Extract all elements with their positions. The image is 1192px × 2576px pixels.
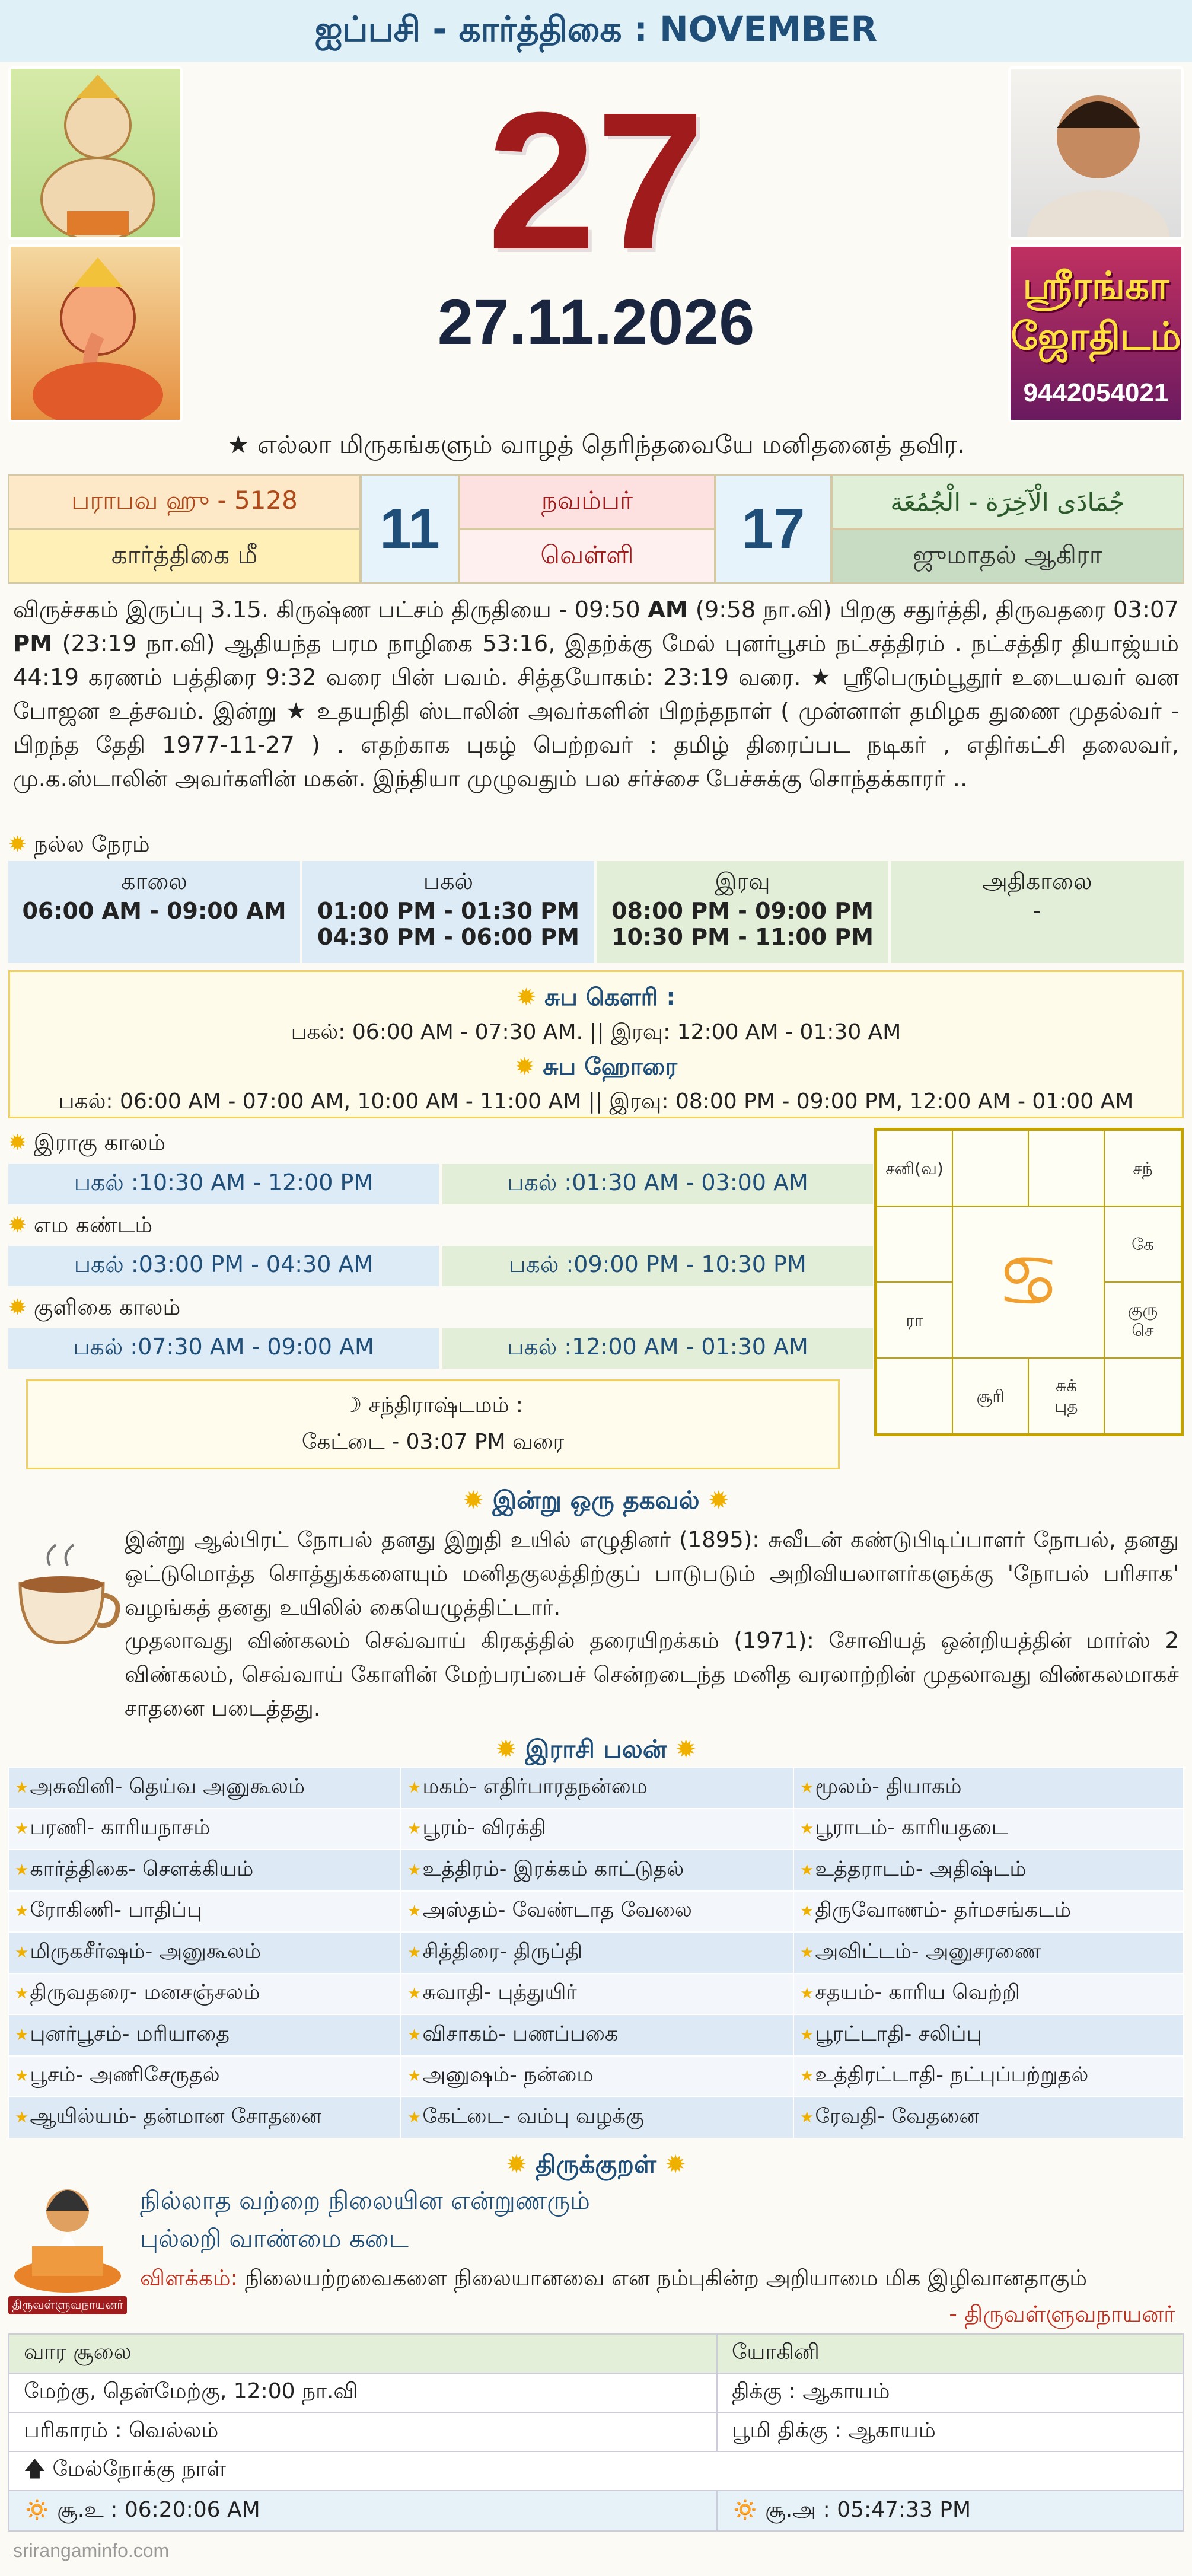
star-icon: ★ (800, 1985, 814, 2003)
logo-box (1008, 244, 1184, 422)
panchang-am: AM (648, 597, 689, 623)
sunset-time: 🔅 சூ.அ : 05:47:33 PM (716, 2490, 1184, 2532)
kural-explanation-text: நிலையற்றவைகளை நிலையானவை என நம்புகின்ற அறியாமை மிக இழிவானதாகும் (238, 2265, 1088, 2291)
star-icon: ★ (407, 1985, 422, 2003)
rasi-item (793, 2056, 1184, 2097)
kuligai-right: பகல் :12:00 AM - 01:30 AM (442, 1328, 873, 1369)
thagaval-para-1: இன்று ஆல்பிரட் நோபல் தனது இறுதி உயில் எழுதினர் (1895): சுவீடன் கண்டுபிடிப்பாளர் நோபல், தனது ஒட்டுமொத்த சொத்துக்களையும் மனிதகுலத்திற்குப் பாடுபடும் அறிவியலாளர்களுக்கு 'நோபல் பரிசாக' வழங்கத் தனது உயிலில் கையெழுத்திட்டார். (125, 1527, 1179, 1620)
star-icon: ★ (15, 1861, 29, 1879)
english-month: நவம்பர் (459, 474, 715, 529)
rasi-title: இராசி பலன் (525, 1735, 667, 1764)
yogini-thikku: திக்கு : ஆகாயம் (716, 2373, 1184, 2413)
kuligai-left: பகல் :07:30 AM - 09:00 AM (8, 1328, 439, 1369)
chart-house-5: கே (1104, 1206, 1182, 1283)
full-date: 27.11.2026 (437, 286, 755, 358)
rasi-item (401, 2097, 793, 2138)
portrait-illustration (1011, 69, 1184, 240)
rasi-item (793, 2097, 1184, 2138)
weekday: வெள்ளி (459, 529, 715, 584)
rasi-item-text: கேட்டை- வம்பு வழக்கு (422, 2104, 644, 2128)
tamil-day: 11 (361, 474, 459, 584)
chart-house-8: சுக் புத (1028, 1357, 1105, 1434)
deity-illustration (11, 69, 183, 240)
rasi-item-text: ரேவதி- வேதனை (815, 2104, 980, 2128)
gowri-title: சுப கௌரி : (544, 984, 676, 1011)
chart-house-2 (952, 1130, 1029, 1207)
star-icon: ★ (407, 2108, 422, 2127)
star-icon: ★ (407, 1778, 422, 1797)
sun-icon: ✹ (495, 1735, 517, 1764)
star-icon: ★ (800, 2067, 814, 2086)
rasi-item-text: ஆயில்யம்- தன்மான சோதனை (30, 2104, 322, 2128)
night-label: இரவு (715, 868, 770, 894)
star-icon: ★ (407, 1943, 422, 1962)
kural-line-1: நில்லாத வற்றை நிலையின என்றுணரும் (140, 2186, 590, 2215)
hora-text: பகல்: 06:00 AM - 07:00 AM, 10:00 AM - 11:00 AM || இரவு: 08:00 PM - 09:00 PM, 12:00 AM - 01:00 AM (58, 1089, 1134, 1114)
sunrise-time: 🔅 சூ.உ : 06:20:06 AM (8, 2490, 718, 2532)
rasi-item-text: கார்த்திகை- சௌக்கியம் (30, 1857, 254, 1881)
sun-icon: ✹ (506, 2150, 527, 2179)
panchang-text-3: (23:19 நா.வி) ஆதியந்த பரம நாழிகை 53:16, இதற்க்கு மேல் புனர்பூசம் நட்சத்திரம் . நட்சத்திர தியாஜ்யம் 44:19 கரணம் பத்திரை 9:32 வரை பின் பவம். சித்தயோகம்: 23:19 வரை. ★ ஸ்ரீபெரும்பூதூர் உடையவர் வன போஜன உத்சவம். இன்று ★ உதயநிதி ஸ்டாலின் அவர்களின் பிறந்தநாள் ( முன்னாள் தமிழக துணை முதல்வர் - பிறந்த தேதி 1977-11-27 ) . எதற்காக புகழ் பெற்றவர் : தமிழ் திரைப்பட நடிகர் , எதிர்கட்சி தலைவர், மு.க.ஸ்டாலின் அவர்களின் மகன். இந்தியா முழுவதும் பல சர்ச்சை பேச்சுக்கு சொந்தக்காரர் .. (13, 630, 1179, 792)
english-day: 17 (715, 474, 831, 584)
rasi-item (401, 2014, 793, 2056)
sun-icon: ✹ (516, 984, 537, 1011)
night-time-2: 10:30 PM - 11:00 PM (611, 924, 874, 950)
rasi-item-text: பூரட்டாதி- சலிப்பு (815, 2022, 982, 2046)
star-icon: ★ (407, 1902, 422, 1921)
logo-line2: ஜோதிடம் (1011, 315, 1181, 359)
rasi-item-text: திருவோணம்- தர்மசங்கடம் (815, 1898, 1072, 1923)
sun-icon: ✹ (463, 1485, 484, 1515)
ganesha-illustration (11, 247, 183, 422)
kural-heading (0, 2150, 1192, 2182)
panchang-pm: PM (13, 630, 53, 657)
rasi-item (8, 2014, 401, 2056)
sun-icon: ✹ (8, 1295, 27, 1320)
chart-house-6: குரு செ (1104, 1281, 1182, 1359)
yogini-label: யோகினி (716, 2333, 1184, 2374)
rasi-item (8, 1850, 401, 1891)
rasi-item (8, 1974, 401, 2015)
rasi-item-text: அஸ்தம்- வேண்டாத வேலை (422, 1898, 692, 1923)
rasi-item-text: மூலம்- தியாகம் (815, 1774, 962, 1799)
sun-icon: ✹ (8, 1130, 27, 1155)
rasi-item-text: அசுவினி- தெய்வ அனுகூலம் (30, 1774, 305, 1799)
rasi-chart (874, 1128, 1184, 1436)
star-icon: ★ (800, 1943, 814, 1962)
star-icon: ★ (407, 2026, 422, 2044)
sun-icon: ✹ (8, 831, 27, 857)
soolai-direction: மேற்கு, தென்மேற்கு, 12:00 நா.வி (8, 2373, 718, 2413)
rasi-item-text: மகம்- எதிர்பாரதநன்மை (422, 1774, 648, 1799)
rasi-item-text: அவிட்டம்- அனுசரணை (815, 1939, 1041, 1963)
tea-cup-icon (8, 1542, 127, 1660)
thagaval-title: இன்று ஒரு தகவல் (492, 1485, 700, 1515)
site-footer: srirangaminfo.com (13, 2540, 170, 2561)
nalla-neram-afternoon (302, 861, 594, 963)
star-icon: ★ (15, 2026, 29, 2044)
tamil-month: கார்த்திகை மீ (8, 529, 361, 584)
star-icon: ★ (800, 1820, 814, 1838)
kuligai-title: குளிகை காலம் (33, 1295, 181, 1320)
rasi-item-text: பரணி- காரியநாசம் (30, 1816, 211, 1840)
rasi-item-text: மிருகசீர்ஷம்- அனுகூலம் (30, 1939, 262, 1963)
nalla-neram-morning (8, 861, 300, 963)
rasi-item (401, 2056, 793, 2097)
rasi-item-text: அனுஷம்- நன்மை (422, 2063, 594, 2087)
bhumi-thikku: பூமி திக்கு : ஆகாயம் (716, 2412, 1184, 2452)
afternoon-time-2: 04:30 PM - 06:00 PM (317, 924, 579, 950)
rasi-item-text: புனர்பூசம்- மரியாதை (30, 2022, 230, 2046)
chandrashtamam-text: கேட்டை - 03:07 PM வரை (301, 1430, 565, 1454)
rahu-left: பகல் :10:30 AM - 12:00 PM (8, 1164, 439, 1204)
sun-icon: ✹ (708, 1485, 729, 1515)
star-icon: ★ (15, 1778, 29, 1797)
parikaram: பரிகாரம் : வெல்லம் (8, 2412, 718, 2452)
nalla-neram-title: நல்ல நேரம் (33, 831, 150, 857)
rasi-item (401, 1974, 793, 2015)
rasi-item (8, 2097, 401, 2138)
rasi-item-text: பூராடம்- காரியதடை (815, 1816, 1008, 1840)
person-photo (1008, 66, 1184, 240)
ema-heading (8, 1212, 152, 1241)
subha-gowri-box (8, 970, 1184, 1118)
afternoon-label: பகல் (423, 868, 474, 894)
chart-house-4: சந் (1104, 1130, 1182, 1207)
gowri-heading (10, 984, 1182, 1014)
dawn-time: - (1033, 898, 1041, 924)
rasi-item (793, 1767, 1184, 1809)
page-header: ஐப்பசி - கார்த்திகை : NOVEMBER (0, 0, 1192, 62)
kural-explanation-label: விளக்கம்: (140, 2265, 238, 2291)
gowri-text: பகல்: 06:00 AM - 07:30 AM. || இரவு: 12:00 AM - 01:30 AM (291, 1020, 901, 1044)
ema-right: பகல் :09:00 PM - 10:30 PM (442, 1246, 873, 1286)
rasi-item (793, 1809, 1184, 1850)
rasi-item (8, 2056, 401, 2097)
panchang-text-2: (9:58 நா.வி) பிறகு சதுர்த்தி, திருவதரை 03:07 (688, 597, 1179, 623)
rasi-item-text: உத்தராடம்- அதிஷ்டம் (815, 1857, 1027, 1881)
rasi-item (401, 1767, 793, 1809)
chart-house-1: சனி(வ) (876, 1130, 953, 1207)
rahu-right: பகல் :01:30 AM - 03:00 AM (442, 1164, 873, 1204)
rahu-title: இராகு காலம் (33, 1130, 166, 1155)
rahu-heading (8, 1130, 165, 1158)
rasi-item (401, 1809, 793, 1850)
afternoon-time-1: 01:00 PM - 01:30 PM (317, 898, 579, 924)
hijri-arabic: جُمَادَى الْآخِرَة - الْجُمُعَة (831, 474, 1184, 529)
rasi-item (401, 1891, 793, 1933)
chart-house-7 (1104, 1357, 1182, 1434)
rasi-heading (0, 1735, 1192, 1767)
logo-line1: ஸ்ரீரங்கா (1022, 264, 1169, 308)
deity-image-top-left (8, 66, 183, 240)
rasi-item-text: சித்திரை- திருப்தி (422, 1939, 582, 1963)
rasi-item-text: திருவதரை- மனசஞ்சலம் (30, 1981, 260, 2005)
star-icon: ★ (15, 1902, 29, 1921)
rasi-item (793, 1974, 1184, 2015)
chart-house-11: ரா (876, 1281, 953, 1359)
hora-title: சுப ஹோரை (543, 1053, 678, 1080)
hora-heading (10, 1053, 1182, 1083)
ema-left: பகல் :03:00 PM - 04:30 AM (8, 1246, 439, 1286)
star-icon: ★ (15, 2108, 29, 2127)
star-icon: ★ (407, 1861, 422, 1879)
rasi-item (401, 1850, 793, 1891)
hijri-tamil: ஜுமாதல் ஆகிரா (831, 529, 1184, 584)
tamil-year: பராபவ ஹு - 5128 (8, 474, 361, 529)
thagaval-para-2: முதலாவது விண்கலம் செவ்வாய் கிரகத்தில் தரையிறக்கம் (1971): சோவியத் ஒன்றியத்தின் மார்ஸ் 2 விண்கலம், செவ்வாய் கோளின் மேற்பரப்பைச் சென்றடைந்த மனித வரலாற்றின் முதலாவது விண்கலமாகச் சாதனை படைத்தது. (125, 1628, 1179, 1721)
logo-phone: 9442054021 (1023, 378, 1169, 407)
star-icon: ★ (800, 1902, 814, 1921)
thiruvalluvar-icon (8, 2181, 127, 2294)
rasi-item (793, 2014, 1184, 2056)
sun-icon: ✹ (675, 1735, 697, 1764)
star-icon: ★ (15, 1820, 29, 1838)
rasi-item (8, 1891, 401, 1933)
sun-icon: ✹ (665, 2150, 686, 2179)
vara-soolai-label: வார சூலை (8, 2333, 718, 2374)
kural-line-2: புல்லறி வாண்மை கடை (140, 2224, 409, 2253)
sun-icon: ✹ (8, 1212, 27, 1238)
kural-author: - திருவள்ளுவநாயனர் (949, 2301, 1175, 2327)
rasi-item (793, 1932, 1184, 1974)
star-icon: ★ (15, 2067, 29, 2086)
rasi-item-text: விசாகம்- பணப்பகை (422, 2022, 619, 2046)
thiruvalluvar-badge: திருவள்ளுவநாயனர் (8, 2296, 127, 2314)
rasi-item-text: ரோகிணி- பாதிப்பு (30, 1898, 203, 1923)
chart-house-9: சூரி (952, 1357, 1029, 1434)
star-icon: ★ (800, 2108, 814, 2127)
ganesha-image (8, 244, 183, 422)
chart-house-10 (876, 1357, 953, 1434)
thagaval-heading (0, 1485, 1192, 1518)
panchang-text-1: விருச்சகம் இருப்பு 3.15. கிருஷ்ண பட்சம் திருதியை - 09:50 (13, 597, 648, 623)
rasi-item (401, 1932, 793, 1974)
chart-house-12 (876, 1206, 953, 1283)
rasi-item (793, 1891, 1184, 1933)
star-icon: ★ (800, 2026, 814, 2044)
nokku-naal: 🡅 மேல்நோக்கு நாள் (8, 2451, 1184, 2491)
rasi-item (793, 1850, 1184, 1891)
star-icon: ★ (800, 1861, 814, 1879)
star-icon: ★ (15, 1985, 29, 2003)
rasi-item-text: பூரம்- விரக்தி (422, 1816, 546, 1840)
rasi-item (8, 1809, 401, 1850)
nalla-neram-heading (8, 831, 150, 860)
panchang-paragraph (13, 593, 1179, 796)
chandrashtamam-box (26, 1379, 840, 1469)
star-icon: ★ (407, 1820, 422, 1838)
big-day-number: 27 (487, 71, 705, 290)
morning-time: 06:00 AM - 09:00 AM (22, 898, 286, 924)
star-icon: ★ (800, 1778, 814, 1797)
nalla-neram-dawn (891, 861, 1184, 963)
dawn-label: அதிகாலை (982, 868, 1092, 894)
daily-quote: ★ எல்லா மிருகங்களும் வாழத் தெரிந்தவையே மனிதனைத் தவிர. (227, 430, 965, 459)
ema-title: எம கண்டம் (33, 1212, 153, 1238)
rasi-item-text: உத்திரட்டாதி- நட்புப்பற்றுதல் (815, 2063, 1089, 2087)
nalla-neram-night (597, 861, 888, 963)
cancer-sign-icon: ♋ (996, 1241, 1060, 1323)
thiruvalluvar-image (8, 2181, 127, 2312)
star-icon: ★ (15, 1943, 29, 1962)
rasi-item (8, 1767, 401, 1809)
night-time-1: 08:00 PM - 09:00 PM (611, 898, 874, 924)
chandrashtamam-title: ☽ சந்திராஷ்டமம் : (342, 1393, 524, 1417)
rasi-item-text: சதயம்- காரிய வெற்றி (815, 1981, 1021, 2005)
morning-label: காலை (121, 868, 187, 894)
rasi-item-text: பூசம்- அணிசேருதல் (30, 2063, 220, 2087)
rasi-item-text: சுவாதி- புத்துயிர் (422, 1981, 577, 2005)
rasi-item (8, 1932, 401, 1974)
star-icon: ★ (407, 2067, 422, 2086)
sun-icon: ✹ (514, 1053, 535, 1080)
kural-title: திருக்குறள் (536, 2150, 656, 2179)
kuligai-heading (8, 1295, 180, 1323)
chart-house-3 (1028, 1130, 1105, 1207)
kural-explanation (140, 2265, 1087, 2294)
rasi-item-text: உத்திரம்- இரக்கம் காட்டுதல் (422, 1857, 684, 1881)
